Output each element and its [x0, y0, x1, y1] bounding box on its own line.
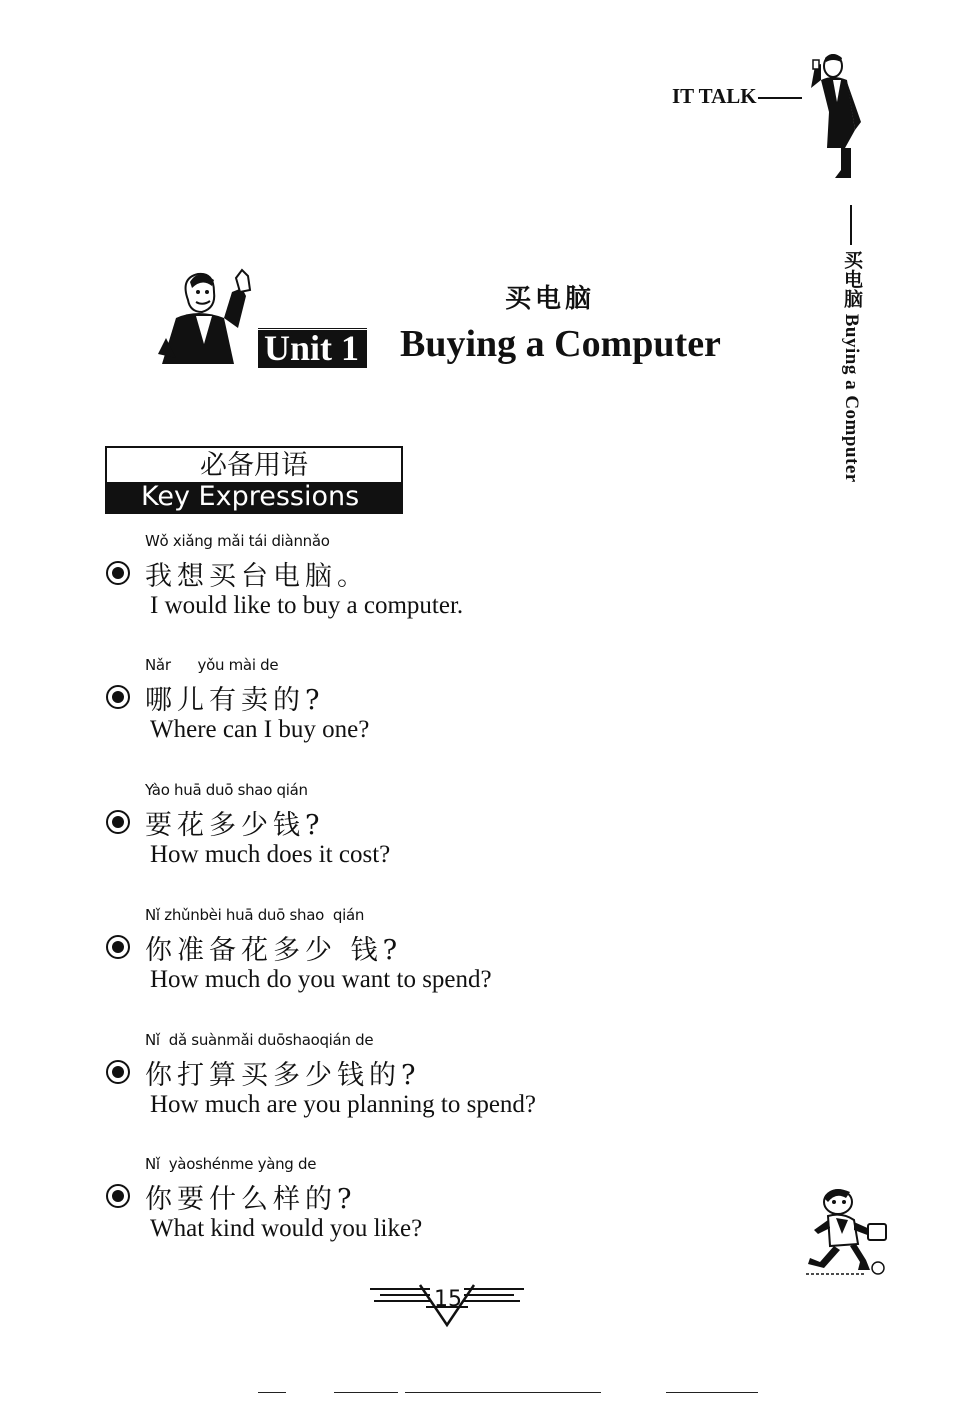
pinyin-line: Nǐ dǎ suànmǎi duōshaoqián de — [145, 1031, 374, 1049]
english-sentence: Where can I buy one? — [150, 716, 370, 743]
key-expressions-box — [105, 446, 403, 514]
english-sentence: What kind would you like? — [150, 1215, 423, 1242]
chinese-sentence: 你打算买多少钱的? — [145, 1060, 421, 1091]
chinese-sentence: 我想买台电脑。 — [145, 561, 369, 592]
unit-title: Buying a Computer — [400, 323, 721, 365]
running-man-illustration — [806, 1184, 892, 1280]
expression-item — [0, 906, 800, 1016]
expression-item — [0, 532, 800, 642]
chinese-sentence: 哪儿有卖的? — [145, 685, 325, 716]
english-sentence: How much do you want to spend? — [150, 966, 492, 993]
waving-man-illustration — [158, 268, 254, 372]
bullet-icon — [106, 810, 130, 834]
chinese-sentence: 要花多少钱? — [145, 810, 325, 841]
phone-man-illustration — [805, 52, 875, 184]
chinese-sentence: 你准备花多少 钱? — [145, 935, 403, 966]
unit-chinese-title: 买电脑 — [505, 284, 596, 314]
bullet-icon — [106, 685, 130, 709]
chinese-sentence: 你要什么样的? — [145, 1184, 357, 1215]
side-running-title: 买电脑 Buying a Computer — [841, 250, 862, 483]
running-header: IT TALK — [672, 84, 757, 108]
english-sentence: How much are you planning to spend? — [150, 1091, 537, 1118]
expression-item — [0, 656, 800, 766]
pinyin-line: Nǎr yǒu mài de — [145, 656, 279, 674]
side-title-rule — [850, 205, 852, 245]
bullet-icon — [106, 561, 130, 585]
header-rule — [758, 97, 802, 99]
pinyin-line: Nǐ yàoshénme yàng de — [145, 1155, 317, 1173]
key-expressions-english: Key Expressions — [107, 482, 401, 514]
bullet-icon — [106, 935, 130, 959]
footer-rule — [334, 1392, 398, 1393]
unit-number-label: Unit 1 — [258, 327, 367, 368]
english-sentence: How much does it cost? — [150, 841, 391, 868]
bullet-icon — [106, 1184, 130, 1208]
page-number: 15 — [434, 1287, 462, 1312]
footer-rule — [258, 1392, 286, 1393]
pinyin-line: Nǐ zhǔnbèi huā duō shao qián — [145, 906, 365, 924]
pinyin-line: Wǒ xiǎng mǎi tái diànnǎo — [145, 532, 330, 550]
footer-rule — [405, 1392, 601, 1393]
expression-item — [0, 1031, 800, 1141]
footer-rule — [666, 1392, 758, 1393]
pinyin-line: Yào huā duō shao qián — [145, 781, 308, 799]
bullet-icon — [106, 1060, 130, 1084]
key-expressions-chinese: 必备用语 — [200, 450, 308, 481]
expression-item — [0, 1155, 800, 1265]
english-sentence: I would like to buy a computer. — [150, 592, 464, 619]
expression-item — [0, 781, 800, 891]
